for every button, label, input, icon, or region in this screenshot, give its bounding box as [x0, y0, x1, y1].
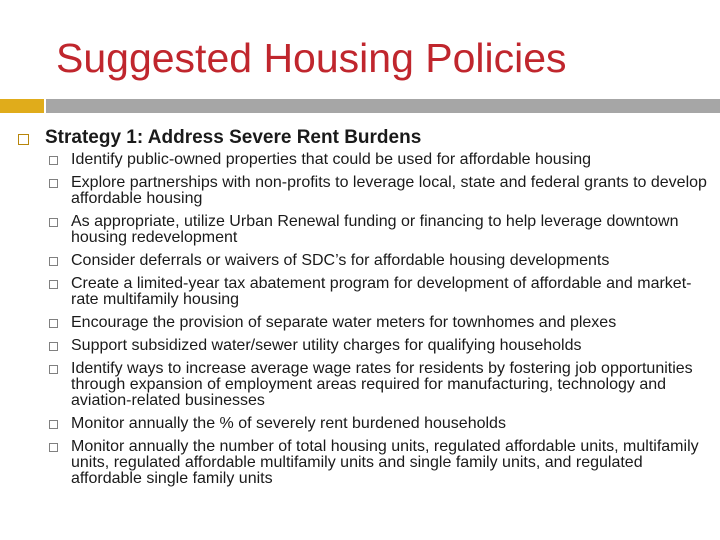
square-bullet-icon [49, 443, 58, 452]
list-item [48, 361, 708, 409]
square-bullet-icon [49, 156, 58, 165]
policy-list [48, 152, 708, 494]
list-item-text: Identify public-owned properties that could be used for affordable housing [71, 151, 592, 168]
title-rule-accent [0, 99, 44, 113]
list-item-text: Identify ways to increase average wage rates for residents by fostering job opportunities through expansion of employment areas required for manufacturing, technology and aviation-related businesses [71, 360, 693, 409]
list-item [48, 152, 708, 168]
list-item [48, 253, 708, 269]
list-item-text: Consider deferrals or waivers of SDC’s for affordable housing developments [71, 252, 610, 269]
square-bullet-icon [49, 319, 58, 328]
list-item-text: Support subsidized water/sewer utility charges for qualifying households [71, 337, 582, 354]
list-item-text: Encourage the provision of separate water meters for townhomes and plexes [71, 314, 617, 331]
strategy-heading: Strategy 1: Address Severe Rent Burdens [45, 127, 422, 148]
square-bullet-icon [49, 218, 58, 227]
square-bullet-icon [49, 280, 58, 289]
square-bullet-icon [49, 179, 58, 188]
list-item [48, 338, 708, 354]
list-item [48, 416, 708, 432]
list-item-text: Monitor annually the number of total housing units, regulated affordable units, multifamily units, regulated affordable multifamily units and single family units, and regulated affordable single family units [71, 438, 699, 487]
list-item [48, 175, 708, 207]
list-item-text: As appropriate, utilize Urban Renewal funding or financing to help leverage downtown housing redevelopment [71, 213, 679, 246]
list-item-text: Explore partnerships with non-profits to leverage local, state and federal grants to develop affordable housing [71, 174, 707, 207]
square-bullet-icon [49, 257, 58, 266]
square-bullet-icon [49, 342, 58, 351]
page-title: Suggested Housing Policies [56, 35, 567, 81]
title-rule-bar [46, 99, 720, 113]
square-bullet-icon [49, 420, 58, 429]
list-item-text: Create a limited-year tax abatement program for development of affordable and market-rate multifamily housing [71, 275, 692, 308]
list-item [48, 439, 708, 487]
list-item [48, 214, 708, 246]
list-item [48, 276, 708, 308]
list-item [48, 315, 708, 331]
square-bullet-icon [18, 134, 29, 145]
list-item-text: Monitor annually the % of severely rent burdened households [71, 415, 506, 432]
square-bullet-icon [49, 365, 58, 374]
